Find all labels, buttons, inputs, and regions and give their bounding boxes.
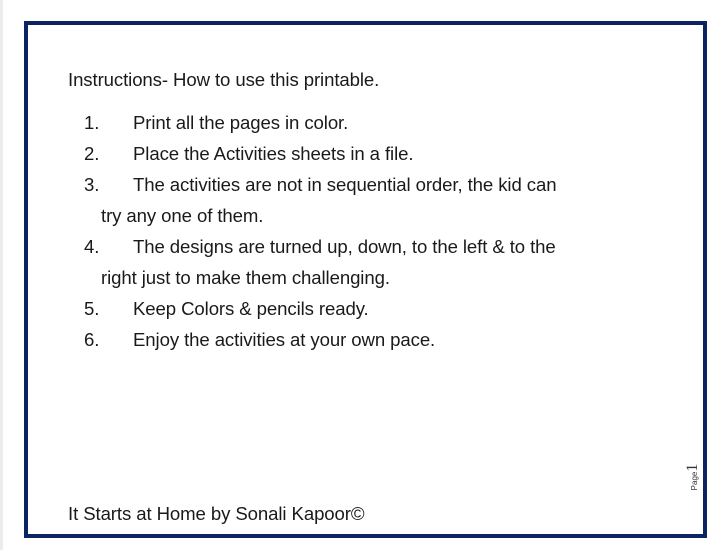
list-item-number: 4. <box>84 236 100 257</box>
list-item-text: The activities are not in sequential order, the kid can <box>133 174 557 195</box>
list-item-text: Place the Activities sheets in a file. <box>133 143 414 164</box>
viewer-left-edge <box>0 0 3 550</box>
list-item-number: 6. <box>84 329 100 350</box>
list-item-text: Print all the pages in color. <box>133 112 349 133</box>
list-item-number: 2. <box>84 143 100 164</box>
list-item <box>84 231 664 293</box>
page-number: 1 <box>684 463 701 472</box>
list-item <box>84 107 664 138</box>
page-label: Page <box>690 471 699 491</box>
list-item-continuation: try any one of them. <box>101 205 264 226</box>
list-item-continuation: right just to make them challenging. <box>101 267 390 288</box>
instructions-list <box>84 107 664 355</box>
list-item <box>84 169 664 231</box>
list-item-number: 3. <box>84 174 100 195</box>
list-item <box>84 138 664 169</box>
list-item-number: 5. <box>84 298 100 319</box>
instructions-heading: Instructions- How to use this printable. <box>68 69 380 90</box>
list-item-text: The designs are turned up, down, to the left & to the <box>133 236 556 257</box>
page-number-marker <box>683 462 703 492</box>
list-item-text: Enjoy the activities at your own pace. <box>133 329 436 350</box>
list-item <box>84 293 664 324</box>
footer-credit: It Starts at Home by Sonali Kapoor© <box>68 503 365 524</box>
list-item <box>84 324 664 355</box>
list-item-text: Keep Colors & pencils ready. <box>133 298 369 319</box>
list-item-number: 1. <box>84 112 100 133</box>
